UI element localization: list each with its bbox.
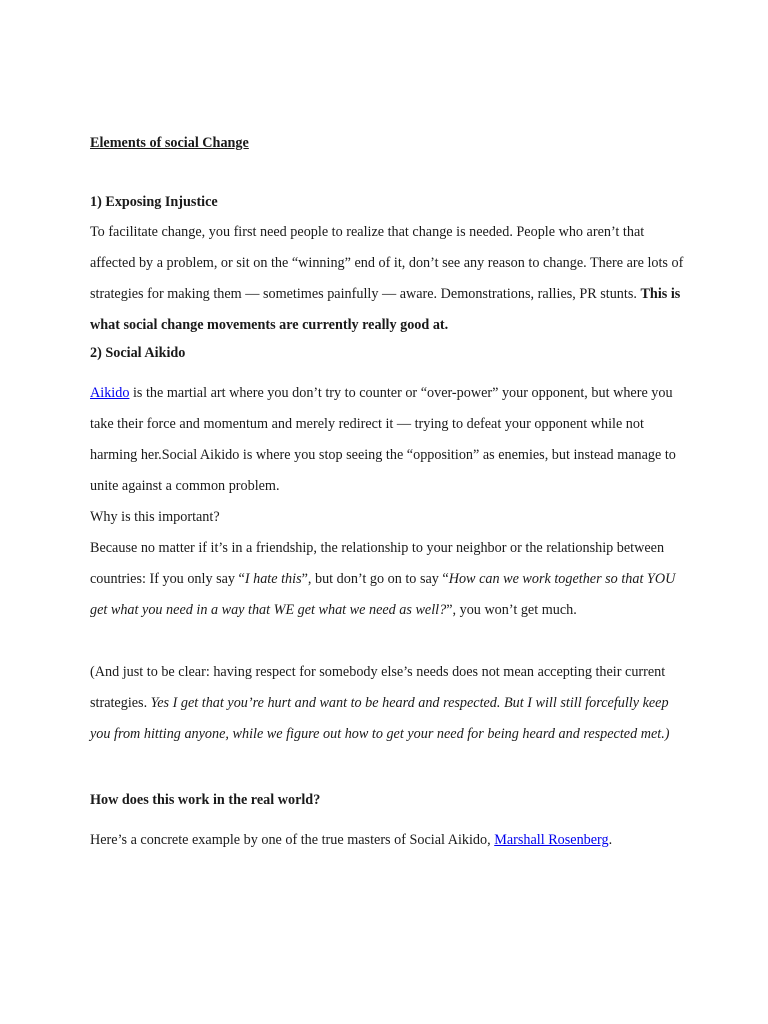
answer-quote-hate: I hate this <box>244 571 302 587</box>
document-title: Elements of social Change <box>90 135 249 151</box>
paragraph-exposing-injustice <box>90 217 690 341</box>
paragraph-aikido <box>90 378 690 502</box>
real-world-text: Here’s a concrete example by one of the true masters of Social Aikido, <box>90 832 495 848</box>
paragraph-question: Why is this important? <box>90 509 220 525</box>
clarification-italic: Yes I get that you’re hurt and want to be heard and respected. But I will still forcefully keep you from hitting anyone, while we figure out how to get your need for being heard and respected met.) <box>90 695 670 742</box>
answer-quote-together: How can we work together so that YOU get what you need in a way that WE get what we need as well? <box>90 571 676 618</box>
section-heading-exposing-injustice: 1) Exposing Injustice <box>90 194 218 210</box>
answer-text-start: Because no matter if it’s in a friendship, the relationship to your neighbor or the relationship between countries: If you only say “ <box>90 540 665 587</box>
paragraph-text: To facilitate change, you first need people to realize that change is needed. People who aren’t that affected by a problem, or sit on the “winning” end of it, don’t see any reason to change. There are lots of strategies for making them — sometimes painfully — aware. Demonstrations, rallies, PR stunts. <box>90 224 684 302</box>
section-heading-social-aikido: 2) Social Aikido <box>90 345 186 361</box>
paragraph-clarification <box>90 657 690 750</box>
aikido-text: is the martial art where you don’t try to counter or “over-power” your opponent, but where you take their force and momentum and merely redirect it — trying to defeat your opponent while not harming her.Social Aikido is where you stop seeing the “opposition” as enemies, but instead manage to unite against a common problem. <box>90 385 676 494</box>
paragraph-answer <box>90 533 690 626</box>
document-page <box>90 132 690 856</box>
answer-text-end: ”, you won’t get much. <box>446 602 577 618</box>
aikido-link[interactable]: Aikido <box>90 385 130 401</box>
emphasis-text: This is what social change movements are currently really good at. <box>90 286 681 333</box>
section-heading-real-world: How does this work in the real world? <box>90 792 321 808</box>
paragraph-real-world <box>90 825 690 856</box>
clarification-text: (And just to be clear: having respect for somebody else’s needs does not mean accepting their current strategies. <box>90 664 666 711</box>
real-world-period: . <box>608 832 613 848</box>
answer-text-middle: ”, but don’t go on to say “ <box>301 571 449 587</box>
marshall-rosenberg-link[interactable]: Marshall Rosenberg <box>494 832 609 848</box>
